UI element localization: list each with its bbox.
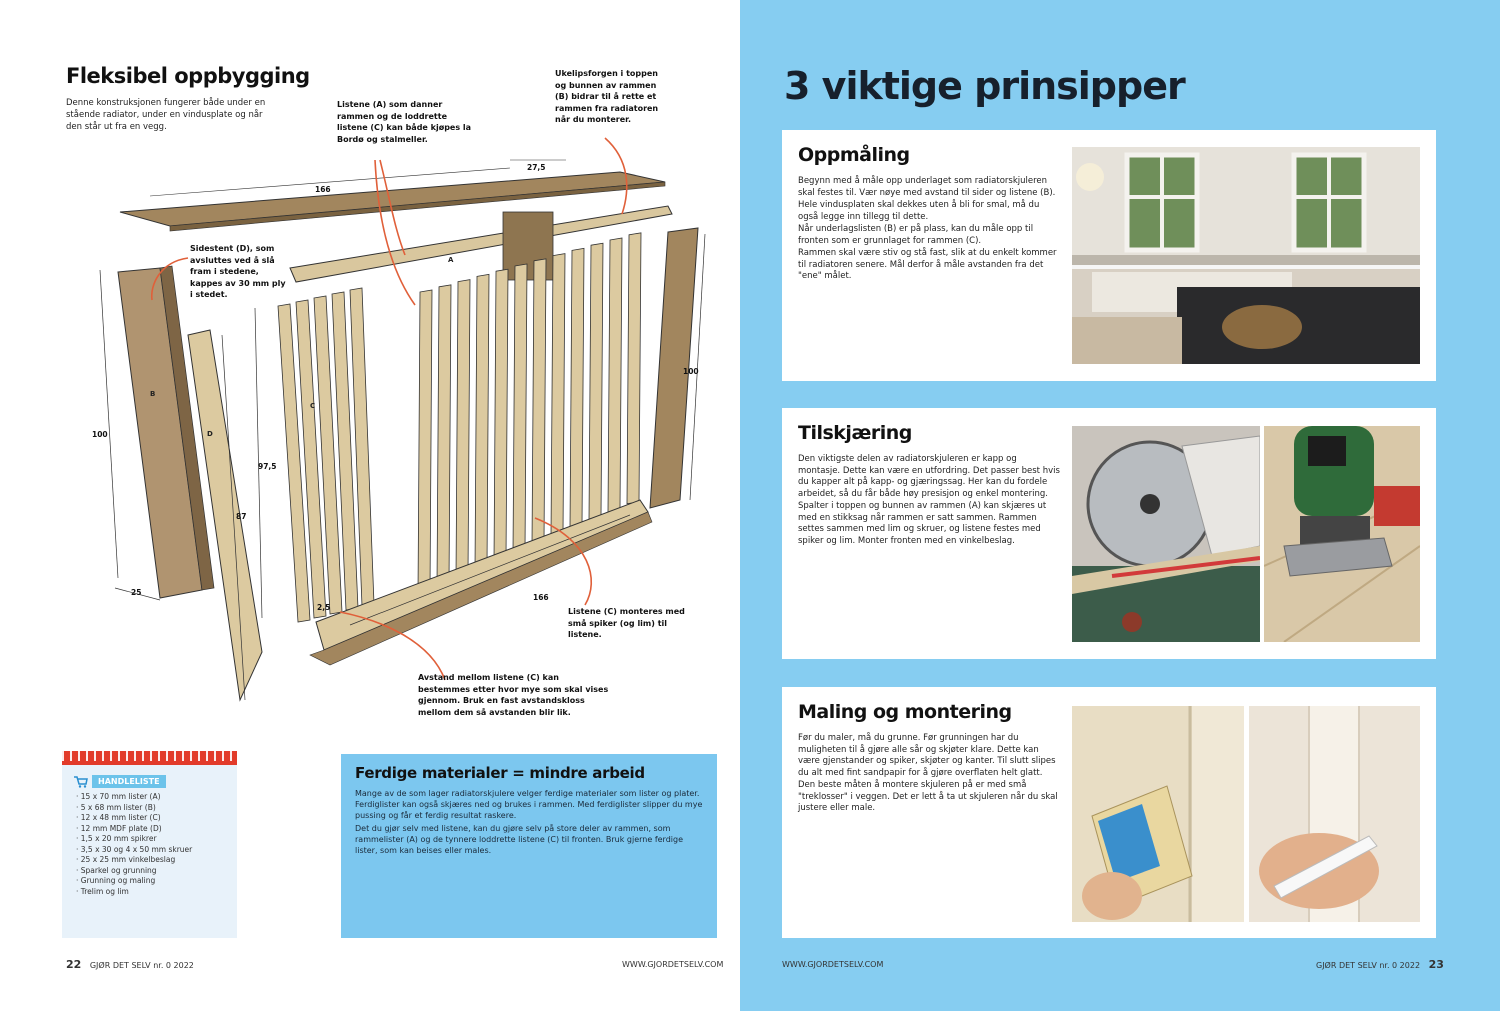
left-page-number: 22 bbox=[66, 958, 82, 971]
dim-spacing: 2,5 bbox=[317, 603, 331, 612]
ruler-decoration bbox=[62, 751, 237, 765]
panel-paragraph: Den beste måten å montere skjuleren på er med små "treklosser" i veggen. Det er lett å ta ut skjuleren når du skal justere eller male. bbox=[798, 780, 1058, 813]
materials-paragraph-1: Mange av de som lager radiatorskjulere velger ferdige materialer som lister og plater. Ferdiglister kan også skjæres ned og brukes i rammen. Med ferdiglister slipper du mye pussing og får et ferdig resultat raskere. bbox=[355, 789, 703, 820]
part-letter-b: B bbox=[150, 390, 156, 398]
front-slat bbox=[589, 243, 603, 520]
photo-living-room bbox=[1072, 147, 1420, 364]
small-slat-group bbox=[278, 288, 374, 622]
shopping-item: · 25 x 25 mm vinkelbeslag bbox=[76, 855, 176, 864]
front-slat bbox=[418, 290, 432, 594]
part-letter-c: C bbox=[310, 402, 316, 410]
panel-title: Tilskjæring bbox=[798, 422, 912, 444]
left-page-intro: Denne konstruksjonen fungerer både under en stående radiator, under en vindusplate og når den står ut fra en vegg. bbox=[66, 98, 266, 132]
front-slat bbox=[570, 248, 584, 528]
dim-left-height: 100 bbox=[92, 430, 108, 439]
dim-mid-height: 97,5 bbox=[258, 462, 277, 471]
shopping-list-box bbox=[62, 751, 237, 938]
panel-body bbox=[798, 733, 1060, 816]
left-page-title: Fleksibel oppbygging bbox=[66, 64, 310, 88]
photo-jigsaw bbox=[1264, 426, 1420, 642]
panel-paragraph: Den viktigste delen av radiatorskjuleren er kapp og montasje. Dette kan være en utfordring. Det passer best hvis du kapper alt på kapp- og gjæringssag. Her kan du fordele arbeidet, så du får både høy presisjon og enkel montering. bbox=[798, 454, 1060, 499]
dim-bottom-width: 166 bbox=[533, 593, 549, 602]
shopping-item: · 12 x 48 mm lister (C) bbox=[76, 813, 161, 822]
panel-title: Oppmåling bbox=[798, 144, 910, 166]
panel-paragraph: Begynn med å måle opp underlaget som radiatorskjuleren skal festes til. Vær nøye med avstand til sider og listene (B). bbox=[798, 176, 1056, 198]
right-magazine: GJØR DET SELV nr. 0 2022 bbox=[1316, 961, 1421, 970]
dim-top-width: 166 bbox=[315, 185, 331, 194]
dim-top-depth: 27,5 bbox=[527, 163, 546, 172]
shopping-item: · 12 mm MDF plate (D) bbox=[76, 823, 162, 833]
right-page-title: 3 viktige prinsipper bbox=[784, 64, 1185, 108]
front-slat bbox=[551, 254, 565, 537]
dim-left-depth: 25 bbox=[131, 588, 142, 597]
panel-paragraph: Når underlagslisten (B) er på plass, kan du måle opp til fronten som er grunnlaget for rammen (C). bbox=[798, 224, 1034, 246]
callout-top-right: Ukelipsforgen i toppen og bunnen av rammen (B) bidrar til å rette et rammen fra radiatoren når du monterer. bbox=[555, 69, 659, 124]
shopping-item: · Trelim og lim bbox=[76, 886, 129, 896]
panel-paragraph: Før du maler, må du grunne. Før grunningen har du muligheten til å gjøre alle sår og skjøter klare. Dette kan være gjenstander og spiker, skjøter og kanter. Til slutt slipes du alt med fint sandpapir for å gjøre overflaten helt glatt. bbox=[798, 733, 1056, 778]
shopping-item: · Grunning og maling bbox=[76, 876, 156, 885]
materials-box bbox=[341, 754, 717, 938]
shopping-item: · 1,5 x 20 mm spikrer bbox=[76, 834, 157, 843]
panel-paragraph: Rammen skal være stiv og stå fast, slik at du enkelt kommer til radiatoren senere. Mål derfor å måle avstanden fra det "ene" målet. bbox=[798, 248, 1057, 281]
shopping-item: · 5 x 68 mm lister (B) bbox=[76, 802, 156, 812]
panel-paragraph: Spalter i toppen og bunnen av rammen (A) kan skjæres ut med en stikksag når rammen er satt sammen. Rammen settes sammen med lim og skruer, og listene festes med spiker og lim. Monter fronten med en vinkelbeslag. bbox=[798, 501, 1047, 546]
part-letter-a: A bbox=[448, 256, 454, 264]
photo-sanding bbox=[1072, 706, 1244, 922]
part-letter-d: D bbox=[207, 430, 213, 438]
front-slat bbox=[494, 269, 508, 561]
shopping-item: · 15 x 70 mm lister (A) bbox=[76, 792, 161, 801]
shopping-cart-icon bbox=[74, 776, 88, 788]
callout-bottom-right: Listene (C) monteres med små spiker (og lim) til listene. bbox=[568, 607, 685, 639]
shopping-item: · Sparkel og grunning bbox=[76, 865, 157, 875]
top-board bbox=[120, 172, 665, 226]
front-slat bbox=[475, 274, 489, 569]
callout-bottom-middle: Avstand mellom listene (C) kan bestemmes etter hvor mye som skal vises gjennom. Bruk en fast avstandskloss mellom dem så avstanden blir lik. bbox=[418, 673, 609, 717]
shopping-items bbox=[76, 792, 237, 897]
materials-title: Ferdige materialer = mindre arbeid bbox=[355, 764, 645, 782]
front-slat bbox=[513, 264, 527, 553]
callout-left: Sidestent (D), som avsluttes ved å slå fram i stedene, kappes av 30 mm ply i stedet. bbox=[190, 244, 286, 299]
panel-maling-montering bbox=[782, 687, 1436, 938]
panel-oppmaling bbox=[782, 130, 1436, 381]
right-footer-url: WWW.GJORDETSELV.COM bbox=[782, 960, 884, 969]
right-page-number: 23 bbox=[1428, 958, 1444, 971]
photo-mitre-saw bbox=[1072, 426, 1260, 642]
photo-screwing bbox=[1249, 706, 1420, 922]
left-footer bbox=[66, 958, 194, 971]
left-page bbox=[0, 0, 740, 1011]
materials-paragraph-2: Det du gjør selv med listene, kan du gjøre selv på store deler av rammen, som rammelister (A) og de tynnere loddrette listene (C) til fronten. Bruk gjerne ferdige lister, som kan beises eller males. bbox=[355, 824, 684, 855]
panel-tilskjaering bbox=[782, 408, 1436, 659]
panel-body bbox=[798, 176, 1060, 284]
front-slat bbox=[437, 285, 451, 586]
right-page bbox=[740, 0, 1500, 1011]
shopping-list-label: HANDLELISTE bbox=[92, 775, 166, 788]
shopping-item: · 3,5 x 30 og 4 x 50 mm skruer bbox=[76, 844, 193, 854]
dim-right-height: 100 bbox=[683, 367, 699, 376]
panel-body bbox=[798, 454, 1060, 548]
front-slat bbox=[608, 238, 622, 512]
panel-title: Maling og montering bbox=[798, 701, 1012, 723]
dim-side-height: 87 bbox=[236, 512, 247, 521]
callout-top-middle: Listene (A) som danner rammen og de loddrette listene (C) kan både kjøpes la Bordø og stalmeller. bbox=[337, 100, 472, 144]
right-footer bbox=[1316, 958, 1444, 971]
panel-paragraph: Hele vindusplaten skal dekkes uten å bli for smal, må du også legge inn tillegg til dette. bbox=[798, 200, 1040, 222]
left-footer-url: WWW.GJORDETSELV.COM bbox=[622, 960, 724, 969]
left-magazine: GJØR DET SELV nr. 0 2022 bbox=[89, 961, 194, 970]
front-slat bbox=[456, 280, 470, 578]
front-slat bbox=[532, 259, 546, 545]
front-slat bbox=[627, 233, 641, 504]
